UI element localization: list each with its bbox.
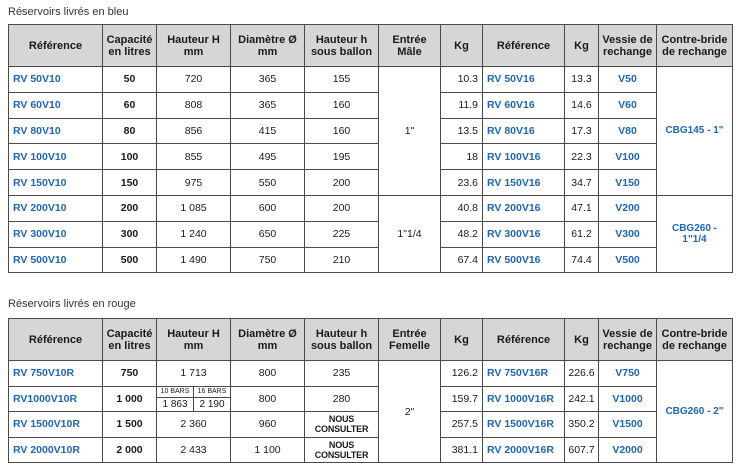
- cell-hauteur-sous-ballon: 210: [305, 247, 379, 273]
- cell-contre-bride: CBG260 - 2": [657, 361, 733, 463]
- cell-diametre: 800: [231, 361, 305, 387]
- cell-diametre: 415: [231, 118, 305, 144]
- cell-diametre: 800: [231, 386, 305, 412]
- header-hauteur: Hauteur H mm: [157, 25, 231, 67]
- cell-hauteur-sous-ballon: 280: [305, 386, 379, 412]
- header-vessie: Vessie de rechange: [599, 319, 657, 361]
- header-reference: Référence: [9, 25, 103, 67]
- cell-hauteur-sous-ballon: 195: [305, 144, 379, 170]
- header-hauteur: Hauteur H mm: [157, 319, 231, 361]
- table-row: [9, 386, 733, 412]
- header-diametre: Diamètre Ø mm: [231, 25, 305, 67]
- cell-hauteur-sous-ballon: 235: [305, 361, 379, 387]
- table-header-row: [9, 319, 733, 361]
- cell-kg: 257.5: [441, 412, 483, 438]
- cell-diametre: 550: [231, 170, 305, 196]
- cell-kg-16: 350.2: [565, 412, 599, 438]
- table-row: [9, 221, 733, 247]
- cell-vessie: V50: [599, 67, 657, 93]
- cell-kg-16: 13.3: [565, 67, 599, 93]
- value-16-bars: 2 190: [193, 398, 230, 411]
- cell-capacite: 2 000: [103, 437, 157, 463]
- cell-diametre: 650: [231, 221, 305, 247]
- cell-hauteur: 856: [157, 118, 231, 144]
- header-entree: Entrée Femelle: [379, 319, 441, 361]
- cell-vessie: V500: [599, 247, 657, 273]
- cell-reference-16: RV 150V16: [483, 170, 565, 196]
- cell-diametre: 960: [231, 412, 305, 438]
- cell-reference-16: RV 750V16R: [483, 361, 565, 387]
- cell-hauteur-sous-ballon: NOUS CONSULTER: [305, 412, 379, 438]
- cell-kg: 159.7: [441, 386, 483, 412]
- table-row: [9, 247, 733, 273]
- cell-hauteur-bars: [157, 386, 231, 412]
- cell-hauteur-sous-ballon: 200: [305, 170, 379, 196]
- cell-entree: 2": [379, 361, 441, 463]
- cell-kg: 18: [441, 144, 483, 170]
- header-kg-16: Kg: [565, 319, 599, 361]
- caption-red: Réservoirs livrés en rouge: [8, 298, 136, 310]
- cell-capacite: 200: [103, 195, 157, 221]
- cell-reference-16: RV 1500V16R: [483, 412, 565, 438]
- cell-contre-bride: CBG145 - 1": [657, 67, 733, 196]
- table-row: [9, 412, 733, 438]
- cell-vessie: V100: [599, 144, 657, 170]
- cell-vessie: V300: [599, 221, 657, 247]
- cell-kg: 48.2: [441, 221, 483, 247]
- cell-reference-16: RV 100V16: [483, 144, 565, 170]
- cell-hauteur-sous-ballon: 200: [305, 195, 379, 221]
- table-row: [9, 144, 733, 170]
- cell-kg-16: 22.3: [565, 144, 599, 170]
- cell-kg: 13.5: [441, 118, 483, 144]
- value-10-bars: 1 863: [162, 398, 188, 410]
- cell-reference-16: RV 80V16: [483, 118, 565, 144]
- cell-hauteur: 808: [157, 92, 231, 118]
- cell-kg-16: 17.3: [565, 118, 599, 144]
- cell-hauteur-sous-ballon: 155: [305, 67, 379, 93]
- header-contre-bride: Contre-bride de rechange: [657, 25, 733, 67]
- cell-capacite: 150: [103, 170, 157, 196]
- cell-reference: RV 1500V10R: [9, 412, 103, 438]
- header-diametre: Diamètre Ø mm: [231, 319, 305, 361]
- cell-reference: RV 2000V10R: [9, 437, 103, 463]
- header-contre-bride: Contre-bride de rechange: [657, 319, 733, 361]
- table-row: [9, 361, 733, 387]
- cell-capacite: 1 500: [103, 412, 157, 438]
- header-kg: Kg: [441, 25, 483, 67]
- cell-capacite: 750: [103, 361, 157, 387]
- cell-kg: 11.9: [441, 92, 483, 118]
- cell-kg-16: 47.1: [565, 195, 599, 221]
- table-row: [9, 170, 733, 196]
- header-capacite: Capacité en litres: [103, 25, 157, 67]
- cell-reference: RV 80V10: [9, 118, 103, 144]
- table-row: [9, 67, 733, 93]
- cell-hauteur: 975: [157, 170, 231, 196]
- cell-kg-16: 242.1: [565, 386, 599, 412]
- cell-vessie: V1500: [599, 412, 657, 438]
- cell-hauteur: 1 713: [157, 361, 231, 387]
- cell-hauteur: 855: [157, 144, 231, 170]
- cell-reference-16: RV 500V16: [483, 247, 565, 273]
- cell-reference-16: RV 50V16: [483, 67, 565, 93]
- header-capacite: Capacité en litres: [103, 319, 157, 361]
- cell-reference: RV 200V10: [9, 195, 103, 221]
- cell-capacite: 500: [103, 247, 157, 273]
- header-entree: Entrée Mâle: [379, 25, 441, 67]
- cell-reference-16: RV 300V16: [483, 221, 565, 247]
- cell-diametre: 365: [231, 92, 305, 118]
- cell-entree: 1"1/4: [379, 195, 441, 272]
- cell-kg: 126.2: [441, 361, 483, 387]
- cell-reference-16: RV 1000V16R: [483, 386, 565, 412]
- cell-kg: 23.6: [441, 170, 483, 196]
- cell-hauteur-sous-ballon: 225: [305, 221, 379, 247]
- cell-vessie: V60: [599, 92, 657, 118]
- cell-capacite: 300: [103, 221, 157, 247]
- cell-reference: RV 500V10: [9, 247, 103, 273]
- table-red-tanks: [8, 318, 733, 463]
- header-vessie: Vessie de rechange: [599, 25, 657, 67]
- table-row: [9, 118, 733, 144]
- header-kg-16: Kg: [565, 25, 599, 67]
- cell-capacite: 1 000: [103, 386, 157, 412]
- cell-kg: 381.1: [441, 437, 483, 463]
- cell-kg-16: 34.7: [565, 170, 599, 196]
- header-reference-16: Référence: [483, 319, 565, 361]
- table-row: [9, 195, 733, 221]
- cell-hauteur: 1 490: [157, 247, 231, 273]
- cell-diametre: 365: [231, 67, 305, 93]
- table-header-row: [9, 25, 733, 67]
- cell-capacite: 50: [103, 67, 157, 93]
- table-row: [9, 92, 733, 118]
- cell-vessie: V200: [599, 195, 657, 221]
- cell-kg-16: 74.4: [565, 247, 599, 273]
- cell-kg: 10.3: [441, 67, 483, 93]
- table-row: [9, 437, 733, 463]
- header-kg: Kg: [441, 319, 483, 361]
- cell-kg-16: 226.6: [565, 361, 599, 387]
- cell-reference: RV 150V10: [9, 170, 103, 196]
- cell-reference: RV 60V10: [9, 92, 103, 118]
- table-blue-tanks: [8, 24, 733, 273]
- cell-reference: RV 100V10: [9, 144, 103, 170]
- cell-diametre: 495: [231, 144, 305, 170]
- cell-reference-16: RV 60V16: [483, 92, 565, 118]
- cell-hauteur: 2 433: [157, 437, 231, 463]
- cell-vessie: V750: [599, 361, 657, 387]
- header-reference-16: Référence: [483, 25, 565, 67]
- cell-reference: RV 50V10: [9, 67, 103, 93]
- header-reference: Référence: [9, 319, 103, 361]
- cell-reference: RV1000V10R: [9, 386, 103, 412]
- cell-vessie: V80: [599, 118, 657, 144]
- cell-hauteur-sous-ballon: NOUS CONSULTER: [305, 437, 379, 463]
- cell-contre-bride: CBG260 - 1"1/4: [657, 195, 733, 272]
- cell-reference-16: RV 2000V16R: [483, 437, 565, 463]
- cell-kg: 40.8: [441, 195, 483, 221]
- cell-diametre: 600: [231, 195, 305, 221]
- cell-hauteur-sous-ballon: 160: [305, 92, 379, 118]
- cell-kg-16: 14.6: [565, 92, 599, 118]
- cell-vessie: V150: [599, 170, 657, 196]
- cell-entree: 1": [379, 67, 441, 196]
- cell-capacite: 80: [103, 118, 157, 144]
- cell-reference-16: RV 200V16: [483, 195, 565, 221]
- cell-diametre: 1 100: [231, 437, 305, 463]
- cell-kg: 67.4: [441, 247, 483, 273]
- cell-diametre: 750: [231, 247, 305, 273]
- header-hauteur-sous-ballon: Hauteur h sous ballon: [305, 25, 379, 67]
- cell-hauteur: 1 085: [157, 195, 231, 221]
- cell-capacite: 60: [103, 92, 157, 118]
- cell-kg-16: 61.2: [565, 221, 599, 247]
- cell-hauteur: 720: [157, 67, 231, 93]
- cell-hauteur: 2 360: [157, 412, 231, 438]
- cell-capacite: 100: [103, 144, 157, 170]
- label-10-bars: 10 BARS: [160, 387, 190, 395]
- cell-reference: RV 750V10R: [9, 361, 103, 387]
- header-hauteur-sous-ballon: Hauteur h sous ballon: [305, 319, 379, 361]
- cell-vessie: V1000: [599, 386, 657, 412]
- cell-hauteur: 1 240: [157, 221, 231, 247]
- cell-vessie: V2000: [599, 437, 657, 463]
- caption-blue: Réservoirs livrés en bleu: [8, 6, 129, 18]
- label-16-bars: 16 BARS: [193, 387, 230, 397]
- cell-kg-16: 607.7: [565, 437, 599, 463]
- cell-reference: RV 300V10: [9, 221, 103, 247]
- cell-hauteur-sous-ballon: 160: [305, 118, 379, 144]
